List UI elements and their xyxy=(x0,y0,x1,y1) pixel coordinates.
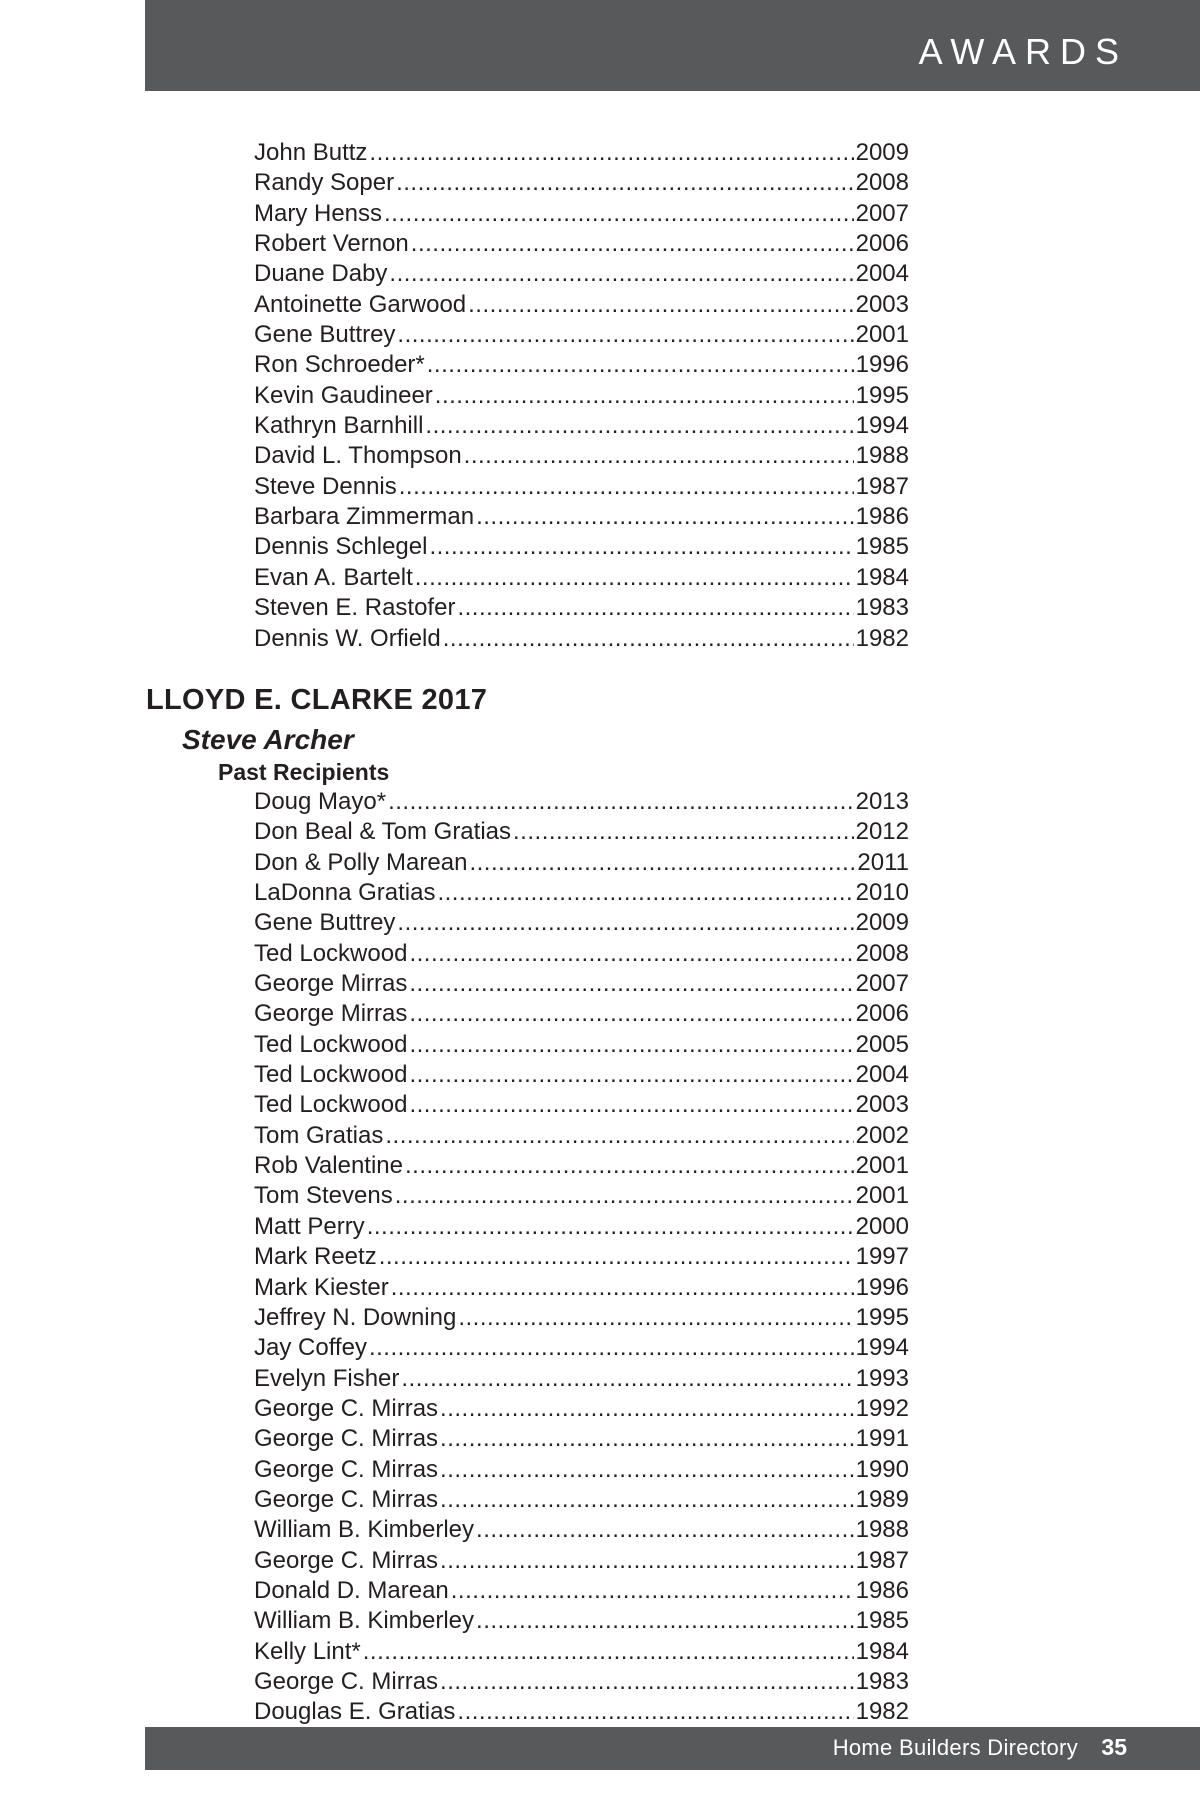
dot-leader xyxy=(401,1364,853,1394)
dot-leader xyxy=(395,1181,854,1211)
dot-leader xyxy=(427,350,854,380)
award-year: 1988 xyxy=(855,1516,909,1544)
recipient-name: Ted Lockwood xyxy=(254,939,408,967)
list-item xyxy=(254,168,909,198)
recipient-name: George C. Mirras xyxy=(254,1546,439,1574)
list-item xyxy=(254,848,909,878)
recipient-name: George C. Mirras xyxy=(254,1455,439,1483)
recipient-name: William B. Kimberley xyxy=(254,1607,475,1635)
award-year: 2009 xyxy=(855,909,909,937)
dot-leader xyxy=(437,878,853,908)
award-year: 2003 xyxy=(855,1091,909,1119)
award-year: 1982 xyxy=(855,1698,909,1726)
award-year: 2012 xyxy=(855,818,909,846)
list-item xyxy=(254,563,909,593)
award-year: 1996 xyxy=(855,1273,909,1301)
recipient-name: Ted Lockwood xyxy=(254,1030,408,1058)
list-item xyxy=(254,1515,909,1545)
list-item xyxy=(254,1121,909,1151)
award-title: LLOYD E. CLARKE 2017 xyxy=(146,684,488,716)
recipient-name: Tom Stevens xyxy=(254,1182,393,1210)
list-item xyxy=(254,229,909,259)
dot-leader xyxy=(369,138,853,168)
dot-leader xyxy=(440,1485,854,1515)
list-item xyxy=(254,1485,909,1515)
recipient-name: George C. Mirras xyxy=(254,1394,439,1422)
recipient-name: Mary Henss xyxy=(254,199,383,227)
dot-leader xyxy=(409,1090,853,1120)
list-item xyxy=(254,1606,909,1636)
recipient-name: Gene Buttrey xyxy=(254,909,396,937)
list-item xyxy=(254,1546,909,1576)
recipient-name: Tom Gratias xyxy=(254,1121,384,1149)
list-item xyxy=(254,1394,909,1424)
list-item xyxy=(254,787,909,817)
list-item xyxy=(254,1303,909,1333)
award-year: 1996 xyxy=(855,351,909,379)
list-item xyxy=(254,1151,909,1181)
dot-leader xyxy=(415,563,854,593)
award-year: 2000 xyxy=(855,1212,909,1240)
award-year: 2010 xyxy=(855,879,909,907)
recipient-name: David L. Thompson xyxy=(254,442,462,470)
list-item xyxy=(254,138,909,168)
award-year: 2004 xyxy=(855,260,909,288)
award-year: 2002 xyxy=(855,1121,909,1149)
recipient-name: Kelly Lint* xyxy=(254,1637,361,1665)
list-item xyxy=(254,1212,909,1242)
recipient-name: Robert Vernon xyxy=(254,230,409,258)
list-item xyxy=(254,817,909,847)
dot-leader xyxy=(468,290,853,320)
section-header-title: AWARDS xyxy=(918,31,1128,72)
award-year: 1987 xyxy=(855,472,909,500)
dot-leader xyxy=(451,1576,854,1606)
list-item xyxy=(254,472,909,502)
award-year: 1993 xyxy=(855,1364,909,1392)
award-year: 1994 xyxy=(855,1334,909,1362)
dot-leader xyxy=(388,787,854,817)
dot-leader xyxy=(457,593,853,623)
header-bar xyxy=(145,0,1200,91)
list-item xyxy=(254,1697,909,1727)
recipient-name: Gene Buttrey xyxy=(254,321,396,349)
award-year: 2005 xyxy=(855,1030,909,1058)
recipient-name: Mark Kiester xyxy=(254,1273,389,1301)
list-item xyxy=(254,1333,909,1363)
recipient-name: Matt Perry xyxy=(254,1212,365,1240)
list-item xyxy=(254,878,909,908)
recipient-name: Jeffrey N. Downing xyxy=(254,1303,457,1331)
award-year: 1997 xyxy=(855,1243,909,1271)
dot-leader xyxy=(369,1333,854,1363)
dot-leader xyxy=(367,1212,854,1242)
list-item xyxy=(254,1090,909,1120)
recipient-name: Donald D. Marean xyxy=(254,1576,449,1604)
dot-leader xyxy=(411,229,854,259)
award-year: 1989 xyxy=(855,1485,909,1513)
award-year: 1984 xyxy=(855,1637,909,1665)
list-item xyxy=(254,999,909,1029)
dot-leader xyxy=(440,1546,854,1576)
recipient-name: John Buttz xyxy=(254,139,368,166)
award-winner: Steve Archer xyxy=(182,724,354,755)
list-item xyxy=(254,1637,909,1667)
award-year: 2001 xyxy=(855,1152,909,1180)
recipient-name: George C. Mirras xyxy=(254,1485,439,1513)
recipient-name: Barbara Zimmerman xyxy=(254,503,475,531)
award-year: 1985 xyxy=(855,1607,909,1635)
award-year: 1986 xyxy=(855,1576,909,1604)
award-year: 1983 xyxy=(855,594,909,622)
dot-leader xyxy=(469,848,855,878)
dot-leader xyxy=(363,1637,854,1667)
list-item xyxy=(254,1242,909,1272)
dot-leader xyxy=(513,817,854,847)
list-item xyxy=(254,1181,909,1211)
recipient-name: Ted Lockwood xyxy=(254,1061,408,1089)
list-item xyxy=(254,624,909,654)
award-year: 1983 xyxy=(855,1667,909,1695)
award-year: 2008 xyxy=(855,939,909,967)
recipient-name: Ron Schroeder* xyxy=(254,351,425,379)
award-year: 2001 xyxy=(855,1182,909,1210)
publication-title: Home Builders Directory xyxy=(832,1735,1078,1760)
award-year: 2009 xyxy=(855,139,909,166)
award-year: 1994 xyxy=(855,412,909,440)
list-item xyxy=(254,969,909,999)
award-year: 2007 xyxy=(855,970,909,998)
recipient-name: Dennis Schlegel xyxy=(254,533,428,561)
dot-leader xyxy=(385,1121,853,1151)
recipient-name: Dennis W. Orfield xyxy=(254,624,441,652)
dot-leader xyxy=(379,1242,854,1272)
past-recipients-list xyxy=(254,787,909,1728)
award-year: 2008 xyxy=(855,169,909,197)
dot-leader xyxy=(397,320,853,350)
award-year: 1984 xyxy=(855,563,909,591)
recipient-name: Steven E. Rastofer xyxy=(254,594,456,622)
award-year: 1991 xyxy=(855,1425,909,1453)
award-year: 1995 xyxy=(855,1303,909,1331)
award-year: 2003 xyxy=(855,290,909,318)
dot-leader xyxy=(476,1515,854,1545)
dot-leader xyxy=(435,381,854,411)
list-item xyxy=(254,593,909,623)
award-year: 2011 xyxy=(857,848,909,876)
award-year: 1982 xyxy=(855,624,909,652)
recipient-name: George C. Mirras xyxy=(254,1667,439,1695)
dot-leader xyxy=(389,259,853,289)
award-year: 1988 xyxy=(855,442,909,470)
recipient-name: Douglas E. Gratias xyxy=(254,1698,456,1726)
dot-leader xyxy=(429,532,853,562)
dot-leader xyxy=(440,1394,854,1424)
recipient-name: Mark Reetz xyxy=(254,1243,377,1271)
list-item xyxy=(254,1030,909,1060)
dot-leader xyxy=(425,411,853,441)
award-year: 2001 xyxy=(855,321,909,349)
list-item xyxy=(254,1667,909,1697)
recipient-name: Kathryn Barnhill xyxy=(254,412,424,440)
dot-leader xyxy=(391,1273,854,1303)
list-item xyxy=(254,532,909,562)
award-year: 1987 xyxy=(855,1546,909,1574)
dot-leader xyxy=(440,1667,854,1697)
list-item xyxy=(254,1060,909,1090)
recipient-name: Ted Lockwood xyxy=(254,1091,408,1119)
dot-leader xyxy=(440,1455,854,1485)
dot-leader xyxy=(409,1030,853,1060)
dot-leader xyxy=(405,1151,854,1181)
dot-leader xyxy=(399,472,854,502)
list-item xyxy=(254,1273,909,1303)
award-year: 1985 xyxy=(855,533,909,561)
dot-leader xyxy=(476,1606,854,1636)
footer-bar xyxy=(145,1727,1200,1770)
dot-leader xyxy=(409,969,853,999)
list-item xyxy=(254,441,909,471)
dot-leader xyxy=(397,908,853,938)
dot-leader xyxy=(396,168,854,198)
recipient-name: Duane Daby xyxy=(254,260,388,288)
award-year: 1992 xyxy=(855,1394,909,1422)
page-number: 35 xyxy=(1101,1734,1127,1760)
award-year: 1990 xyxy=(855,1455,909,1483)
list-item xyxy=(254,502,909,532)
dot-leader xyxy=(457,1697,853,1727)
award-year: 1995 xyxy=(855,381,909,409)
recipient-name: George Mirras xyxy=(254,970,408,998)
recipient-name: Jay Coffey xyxy=(254,1334,367,1362)
recipient-name: Doug Mayo* xyxy=(254,788,387,815)
dot-leader xyxy=(440,1424,854,1454)
dot-leader xyxy=(409,939,853,969)
recipient-list-continued xyxy=(254,138,909,654)
award-year: 2006 xyxy=(855,230,909,258)
recipient-name: LaDonna Gratias xyxy=(254,879,436,907)
recipient-name: George Mirras xyxy=(254,1000,408,1028)
recipient-name: Evan A. Bartelt xyxy=(254,563,413,591)
recipient-name: Kevin Gaudineer xyxy=(254,381,433,409)
recipient-name: Rob Valentine xyxy=(254,1152,403,1180)
list-item xyxy=(254,1576,909,1606)
award-year: 2013 xyxy=(855,788,909,815)
dot-leader xyxy=(384,199,854,229)
list-item xyxy=(254,1364,909,1394)
list-item xyxy=(254,939,909,969)
list-item xyxy=(254,320,909,350)
recipient-name: Don & Polly Marean xyxy=(254,848,468,876)
list-item xyxy=(254,199,909,229)
award-year: 1986 xyxy=(855,503,909,531)
past-recipients-heading: Past Recipients xyxy=(218,759,390,785)
recipient-name: Don Beal & Tom Gratias xyxy=(254,818,512,846)
dot-leader xyxy=(476,502,854,532)
list-item xyxy=(254,259,909,289)
dot-leader xyxy=(458,1303,853,1333)
recipient-name: William B. Kimberley xyxy=(254,1516,475,1544)
list-item xyxy=(254,411,909,441)
list-item xyxy=(254,1424,909,1454)
dot-leader xyxy=(409,999,853,1029)
recipient-name: Steve Dennis xyxy=(254,472,397,500)
recipient-name: George C. Mirras xyxy=(254,1425,439,1453)
dot-leader xyxy=(443,624,854,654)
dot-leader xyxy=(464,441,854,471)
list-item xyxy=(254,908,909,938)
award-year: 2007 xyxy=(855,199,909,227)
recipient-name: Antoinette Garwood xyxy=(254,290,467,318)
dot-leader xyxy=(409,1060,853,1090)
award-year: 2004 xyxy=(855,1061,909,1089)
list-item xyxy=(254,381,909,411)
list-item xyxy=(254,350,909,380)
recipient-name: Randy Soper xyxy=(254,169,395,197)
recipient-name: Evelyn Fisher xyxy=(254,1364,400,1392)
list-item xyxy=(254,290,909,320)
award-year: 2006 xyxy=(855,1000,909,1028)
list-item xyxy=(254,1455,909,1485)
